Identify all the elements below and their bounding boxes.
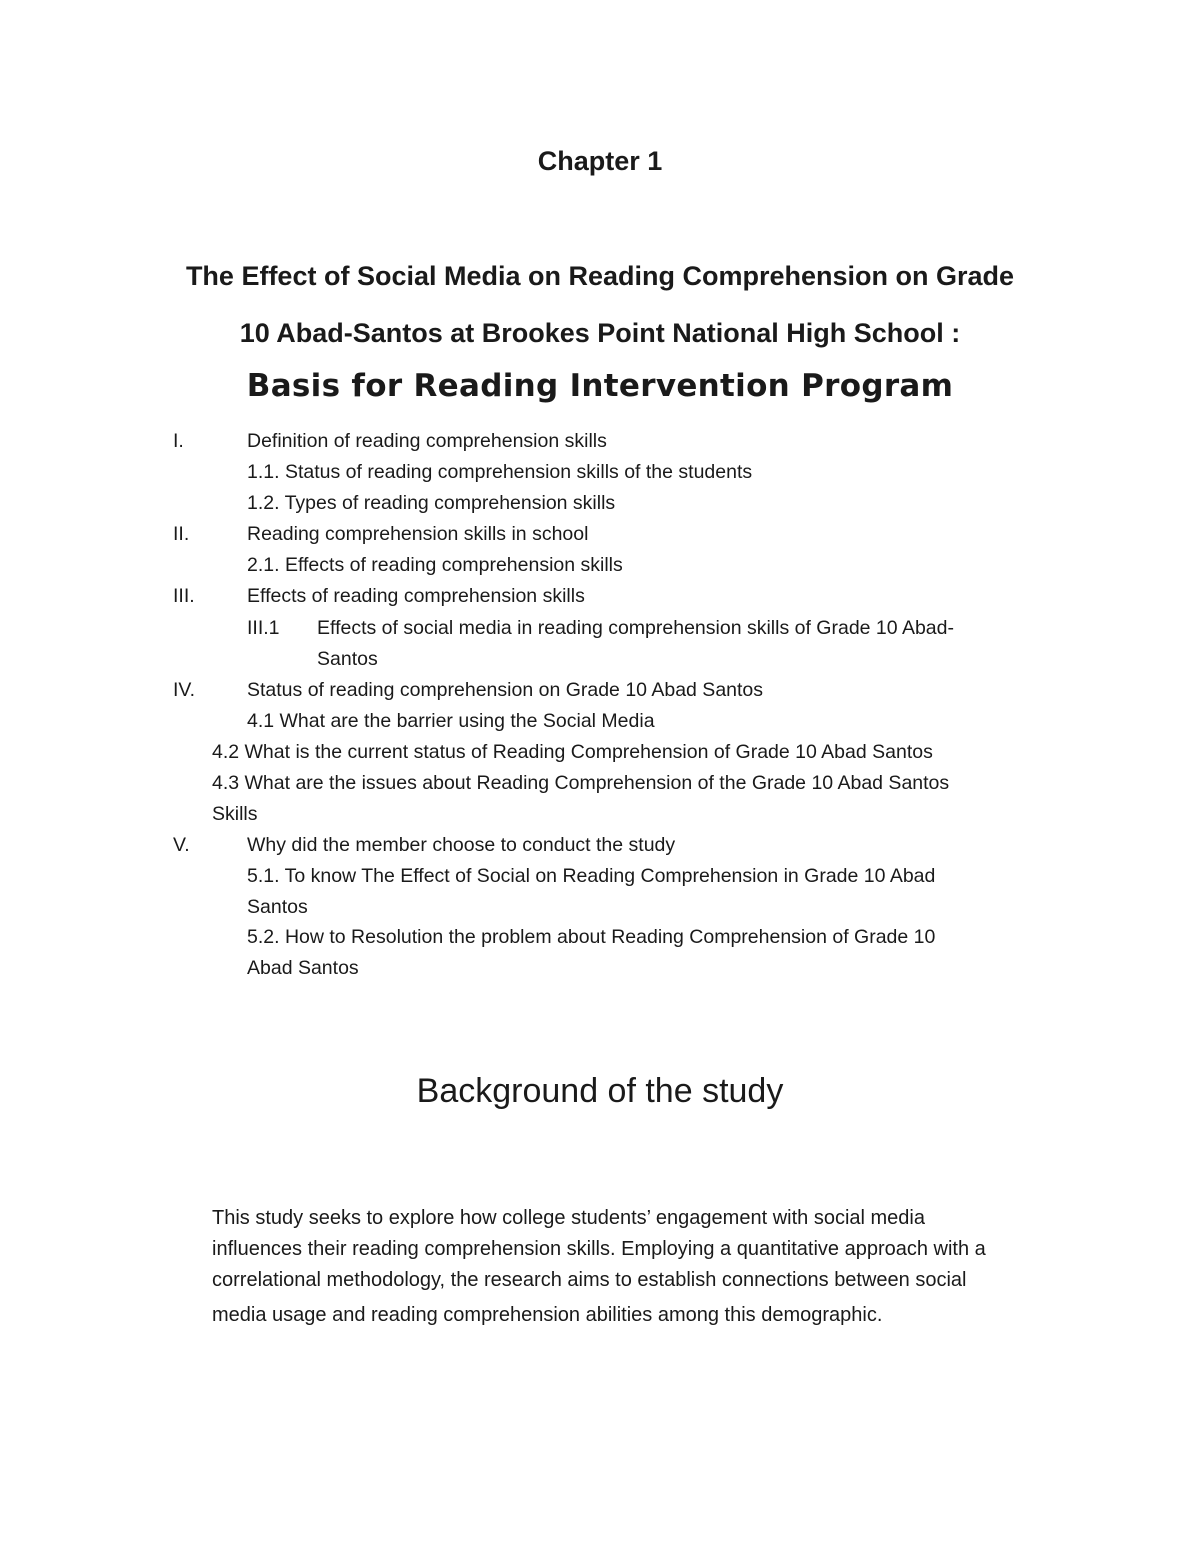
outline-item-v: Why did the member choose to conduct the study (247, 834, 676, 856)
outline-item-4-3-line1: 4.3 What are the issues about Reading Comprehension of the Grade 10 Abad Santos (212, 772, 950, 794)
outline-num-v: V. (173, 834, 190, 856)
outline-item-1-1: 1.1. Status of reading comprehension skills of the students (247, 461, 753, 483)
title-line-3: Basis for Reading Intervention Program (246, 368, 954, 404)
title-line-1: The Effect of Social Media on Reading Comprehension on Grade (185, 261, 1015, 291)
chapter-heading: Chapter 1 (537, 146, 663, 176)
outline-num-ii: II. (173, 523, 190, 545)
outline-item-ii: Reading comprehension skills in school (247, 523, 589, 545)
outline-num-iii: III. (173, 585, 195, 607)
outline-item-1-2: 1.2. Types of reading comprehension skills (247, 492, 616, 514)
paragraph-line: media usage and reading comprehension abilities among this demographic. (212, 1304, 883, 1326)
background-heading: Background of the study (416, 1072, 784, 1110)
outline-item-2-1: 2.1. Effects of reading comprehension skills (247, 554, 623, 576)
outline-num-i: I. (173, 430, 184, 452)
outline-item-5-1-line2: Santos (247, 896, 308, 918)
outline-item-5-1-line1: 5.1. To know The Effect of Social on Reading Comprehension in Grade 10 Abad (247, 865, 936, 887)
paragraph-line: influences their reading comprehension skills. Employing a quantitative approach with a (212, 1238, 986, 1260)
paragraph-line: correlational methodology, the research aims to establish connections between social (212, 1269, 967, 1291)
outline-item-4-3-line2: Skills (212, 803, 258, 825)
outline-item-iii-1-line1: Effects of social media in reading comprehension skills of Grade 10 Abad- (317, 617, 954, 639)
paragraph-line: This study seeks to explore how college students’ engagement with social media (212, 1207, 925, 1229)
outline-item-i: Definition of reading comprehension skills (247, 430, 607, 452)
outline-item-iii: Effects of reading comprehension skills (247, 585, 585, 607)
outline-item-5-2-line1: 5.2. How to Resolution the problem about Reading Comprehension of Grade 10 (247, 926, 936, 948)
title-line-2: 10 Abad-Santos at Brookes Point National High School : (239, 318, 961, 348)
outline-item-4-1: 4.1 What are the barrier using the Social Media (247, 710, 655, 732)
outline-item-5-2-line2: Abad Santos (247, 957, 359, 979)
outline-item-4-2: 4.2 What is the current status of Reading Comprehension of Grade 10 Abad Santos (212, 741, 933, 763)
outline-item-iii-1-line2: Santos (317, 648, 378, 670)
outline-num-iv: IV. (173, 679, 196, 701)
outline-num-iii-1: III.1 (247, 617, 280, 639)
outline-item-iv: Status of reading comprehension on Grade 10 Abad Santos (247, 679, 764, 701)
